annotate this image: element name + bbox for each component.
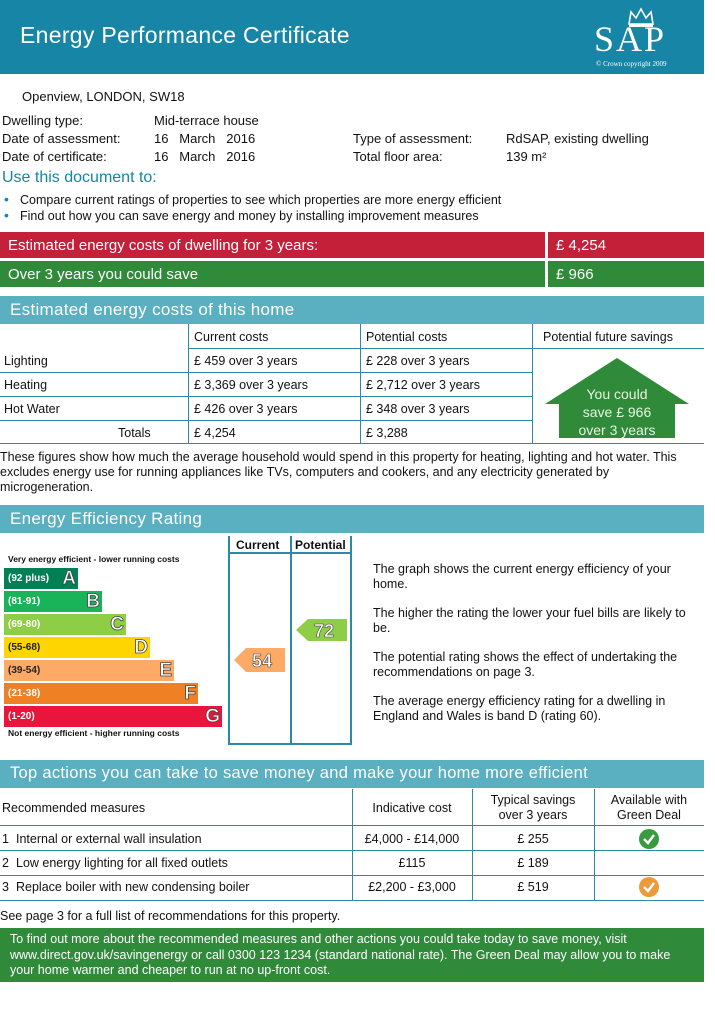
col-green-deal — [594, 793, 704, 823]
house-line-2: save £ 966 — [582, 404, 652, 420]
col-green-deal-line-2: Green Deal — [617, 808, 681, 822]
use-document-item: Compare current ratings of properties to see which properties are more energy efficient — [20, 193, 502, 207]
use-document-item: Find out how you can save energy and money by installing improvement measures — [20, 209, 479, 223]
heating-current: £ 3,369 over 3 years — [194, 378, 308, 392]
rating-band-letter: D — [134, 637, 148, 658]
floor-area-label: Total floor area: — [353, 149, 443, 164]
house-line-3: over 3 years — [578, 422, 656, 438]
green-deal-footer — [0, 928, 704, 982]
costs-table — [0, 324, 704, 444]
rating-band-range: (39-54) — [8, 665, 41, 676]
rating-band-letter: A — [62, 568, 76, 589]
col-indicative-cost: Indicative cost — [372, 801, 452, 815]
row-label-lighting: Lighting — [4, 354, 48, 368]
house-line-1: You could — [586, 386, 648, 402]
col-typical-savings-line-1: Typical savings — [490, 793, 576, 807]
house-savings-text — [559, 385, 675, 439]
dwelling-type-value: Mid-terrace house — [154, 113, 259, 128]
measure-name: Internal or external wall insulation — [16, 832, 202, 846]
orange-check-icon — [639, 877, 659, 897]
measure-number: 3 — [2, 880, 9, 894]
rating-band-e — [4, 660, 174, 681]
bullet-icon: • — [4, 191, 9, 207]
page-title: Energy Performance Certificate — [20, 22, 350, 48]
measure-number: 1 — [2, 832, 9, 846]
rating-chart — [4, 536, 352, 746]
col-potential: Potential — [295, 538, 346, 552]
use-document-heading: Use this document to: — [2, 169, 157, 186]
rating-band-range: (21-38) — [8, 688, 41, 699]
assessment-date-value: 16 March 2016 — [154, 131, 256, 146]
hot-water-current: £ 426 over 3 years — [194, 402, 298, 416]
hot-water-potential: £ 348 over 3 years — [366, 402, 470, 416]
rating-explanation — [373, 562, 703, 724]
rating-bands — [4, 568, 226, 728]
totals-potential: £ 3,288 — [366, 426, 408, 440]
col-current: Current — [236, 538, 280, 552]
footer-text: To find out more about the recommended measures and other actions you could take today to save money, visit www.direct.gov.uk/savingenergy or call 0300 123 1234 (standard national rate). The Green Deal may allow you to make your home warmer and cheaper to run at no up-front cost. — [10, 932, 671, 977]
rating-band-range: (69-80) — [8, 619, 41, 630]
savings-label: Over 3 years you could save — [8, 266, 199, 283]
floor-area-value: 139 m² — [506, 149, 547, 164]
col-future-savings: Potential future savings — [543, 330, 673, 344]
rating-band-range: (92 plus) — [8, 573, 50, 584]
rating-band-f — [4, 683, 198, 704]
sap-copyright: © Crown copyright 2009 — [596, 60, 667, 68]
lighting-potential: £ 228 over 3 years — [366, 354, 470, 368]
bullet-icon: • — [4, 207, 9, 223]
rating-band-range: (1-20) — [8, 711, 35, 722]
measure-cost: £4,000 - £14,000 — [364, 832, 460, 846]
lighting-current: £ 459 over 3 years — [194, 354, 298, 368]
rating-band-letter: C — [110, 614, 124, 635]
dwelling-type-label: Dwelling type: — [2, 113, 83, 128]
rating-band-d — [4, 637, 150, 658]
measure-savings: £ 189 — [517, 856, 549, 870]
savings-bar — [0, 261, 545, 287]
col-typical-savings — [472, 793, 594, 823]
estimated-cost-value: £ 4,254 — [556, 237, 607, 254]
rating-band-letter: G — [205, 706, 220, 727]
assessment-type-label: Type of assessment: — [353, 131, 473, 146]
rating-band-letter: F — [184, 683, 196, 704]
potential-rating-value: 72 — [313, 621, 335, 641]
property-address: Openview, LONDON, SW18 — [22, 89, 185, 104]
actions-section-heading: Top actions you can take to save money and make your home more efficient — [0, 760, 704, 788]
rating-section-heading: Energy Efficiency Rating — [0, 505, 704, 533]
rating-paragraph: The graph shows the current energy efficiency of your home. — [373, 562, 671, 591]
totals-current: £ 4,254 — [194, 426, 236, 440]
top-efficiency-label: Very energy efficient - lower running costs — [8, 554, 180, 564]
rating-band-a — [4, 568, 78, 589]
measure-name: Low energy lighting for all fixed outlets — [16, 856, 228, 870]
estimated-cost-label: Estimated energy costs of dwelling for 3 years: — [8, 237, 319, 254]
rating-band-range: (81-91) — [8, 596, 41, 607]
rating-paragraph: The potential rating shows the effect of undertaking the recommendations on page 3. — [373, 650, 678, 679]
rating-band-letter: B — [86, 591, 100, 612]
measure-name: Replace boiler with new condensing boiler — [16, 880, 250, 894]
green-check-icon — [639, 829, 659, 849]
savings-value-bar — [548, 261, 704, 287]
rating-band-b — [4, 591, 102, 612]
col-typical-savings-line-2: over 3 years — [498, 808, 568, 822]
estimated-cost-bar — [0, 232, 545, 258]
rating-band-g — [4, 706, 222, 727]
col-current-costs: Current costs — [194, 330, 269, 344]
current-rating-value: 54 — [251, 651, 273, 671]
col-recommended-measures: Recommended measures — [2, 801, 146, 815]
rating-band-letter: E — [159, 660, 172, 681]
sap-logo — [590, 4, 695, 70]
measure-cost: £2,200 - £3,000 — [368, 880, 456, 894]
measure-savings: £ 519 — [517, 880, 549, 894]
actions-table — [0, 789, 704, 901]
col-green-deal-line-1: Available with — [610, 793, 688, 807]
certificate-date-label: Date of certificate: — [2, 149, 107, 164]
costs-note: These figures show how much the average household would spend in this property for heating, lighting and hot water. This excludes energy use for running appliances like TVs, computers and cookers, and any electricity generated by microgeneration. — [0, 450, 677, 494]
rating-paragraph: The higher the rating the lower your fuel bills are likely to be. — [373, 606, 686, 635]
assessment-type-value: RdSAP, existing dwelling — [506, 131, 649, 146]
savings-value: £ 966 — [556, 266, 594, 283]
bottom-efficiency-label: Not energy efficient - higher running costs — [8, 728, 180, 738]
row-label-heating: Heating — [4, 378, 48, 392]
rating-paragraph: The average energy efficiency rating for a dwelling in England and Wales is band D (rating 60). — [373, 694, 666, 723]
measure-number: 2 — [2, 856, 9, 870]
totals-label: Totals — [118, 426, 151, 440]
rating-arrows — [232, 536, 352, 745]
sap-logo-text: SAP — [594, 19, 667, 59]
see-page-note: See page 3 for a full list of recommendations for this property. — [0, 909, 341, 923]
rating-band-range: (55-68) — [8, 642, 41, 653]
assessment-date-label: Date of assessment: — [2, 131, 121, 146]
measure-cost: £115 — [398, 856, 426, 870]
heating-potential: £ 2,712 over 3 years — [366, 378, 480, 392]
estimated-cost-value-bar — [548, 232, 704, 258]
measure-savings: £ 255 — [517, 832, 549, 846]
row-label-hot-water: Hot Water — [4, 402, 60, 416]
certificate-date-value: 16 March 2016 — [154, 149, 256, 164]
col-potential-costs: Potential costs — [366, 330, 448, 344]
rating-band-c — [4, 614, 126, 635]
costs-section-heading: Estimated energy costs of this home — [0, 296, 704, 324]
